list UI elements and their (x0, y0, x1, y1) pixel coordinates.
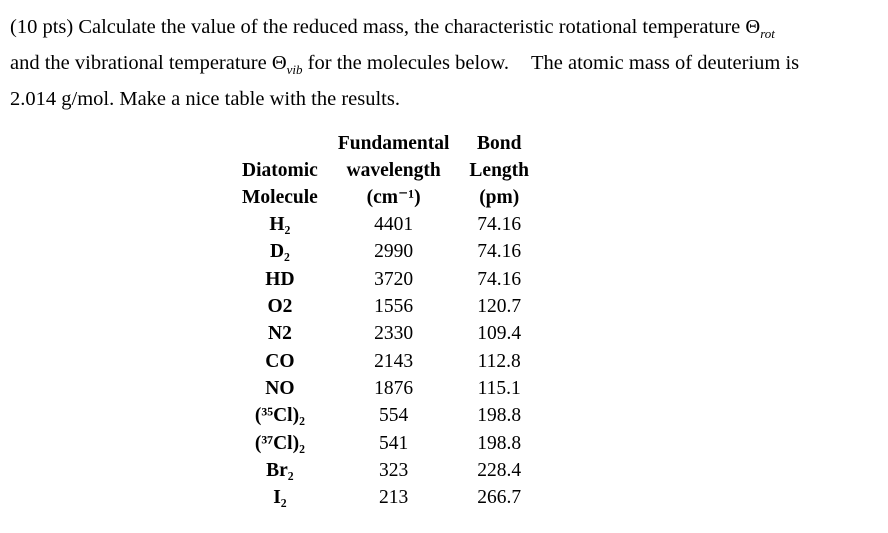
wavelength-cell: 3720 (374, 268, 414, 290)
problem-line-1-text: (10 pts) Calculate the value of the reduced mass, the characteristic rotational temperature (10, 16, 746, 38)
vib-subscript: vib (286, 62, 303, 77)
bond-length-cell: 198.8 (477, 432, 522, 454)
bond-length-cell: 74.16 (477, 268, 522, 290)
problem-line-2-tail: The atomic mass of deuterium is (531, 52, 800, 74)
header-wavelength-line-2: wavelength (346, 160, 441, 181)
bond-length-cell: 112.8 (477, 350, 521, 372)
wavelength-cell: 1876 (374, 377, 414, 399)
wavelength-cell: 323 (378, 459, 409, 481)
wavelength-cell: 554 (378, 405, 409, 427)
bond-length-cell: 266.7 (477, 487, 522, 509)
header-bond-line-2: Length (469, 160, 530, 181)
problem-line-1 (10, 9, 882, 45)
problem-line-2-start: and the vibrational temperature (10, 52, 272, 74)
problem-line-3: 2.014 g/mol. Make a nice table with the results. (10, 88, 400, 110)
bond-length-cell: 74.16 (477, 241, 522, 263)
header-bond-line-3: (pm) (479, 187, 520, 208)
bond-length-cell: 198.8 (477, 405, 522, 427)
table-row (232, 484, 539, 511)
bond-length-cell: 109.4 (477, 323, 522, 345)
bond-length-cell: 228.4 (477, 459, 522, 481)
molecule-cell: (³⁵Cl)₂ (254, 405, 305, 427)
molecule-cell: O2 (267, 296, 293, 318)
wavelength-cell: 213 (378, 487, 409, 509)
theta-symbol: Θ (745, 16, 761, 38)
theta-symbol-vib: Θ (271, 52, 287, 74)
molecule-cell: I₂ (273, 487, 287, 509)
table-row (232, 293, 539, 320)
table-row (232, 429, 539, 456)
table-header-row (232, 130, 539, 211)
table-row (232, 320, 539, 347)
header-molecule-line-2: Molecule (242, 187, 318, 208)
header-wavelength-line-3: (cm⁻¹) (366, 187, 421, 208)
wavelength-cell: 2143 (374, 350, 414, 372)
header-molecule-line-1: Diatomic (242, 160, 318, 181)
table-row (232, 457, 539, 484)
problem-line-2-end: for the molecules below. (302, 52, 509, 74)
molecule-table (232, 130, 539, 511)
header-bond-line-1: Bond (477, 133, 522, 154)
wavelength-cell: 4401 (374, 214, 414, 236)
table-header (232, 130, 539, 211)
table-row (232, 238, 539, 265)
problem-statement (10, 9, 882, 117)
molecule-cell: N2 (267, 323, 292, 345)
wavelength-cell: 2990 (374, 241, 414, 263)
molecule-cell: Br₂ (266, 459, 294, 481)
molecule-cell: NO (265, 377, 295, 399)
header-bond-length (459, 130, 539, 211)
molecule-cell: H₂ (269, 214, 291, 236)
wavelength-cell: 541 (378, 432, 409, 454)
rot-subscript: rot (760, 26, 775, 41)
header-wavelength-line-1: Fundamental (337, 133, 450, 154)
wavelength-cell: 1556 (374, 296, 414, 318)
bond-length-cell: 115.1 (477, 377, 521, 399)
molecule-cell: CO (265, 350, 295, 372)
wavelength-cell: 2330 (374, 323, 414, 345)
table-row (232, 402, 539, 429)
molecule-cell: D₂ (269, 241, 290, 263)
table-row (232, 211, 539, 238)
table-body (232, 211, 539, 511)
table-row (232, 266, 539, 293)
problem-line-2 (10, 45, 882, 81)
table-row (232, 347, 539, 374)
bond-length-cell: 74.16 (477, 214, 522, 236)
molecule-cell: (³⁷Cl)₂ (254, 432, 305, 454)
bond-length-cell: 120.7 (477, 296, 522, 318)
header-molecule (232, 130, 328, 211)
table-row (232, 375, 539, 402)
molecule-cell: HD (265, 268, 295, 290)
header-wavelength (328, 130, 460, 211)
